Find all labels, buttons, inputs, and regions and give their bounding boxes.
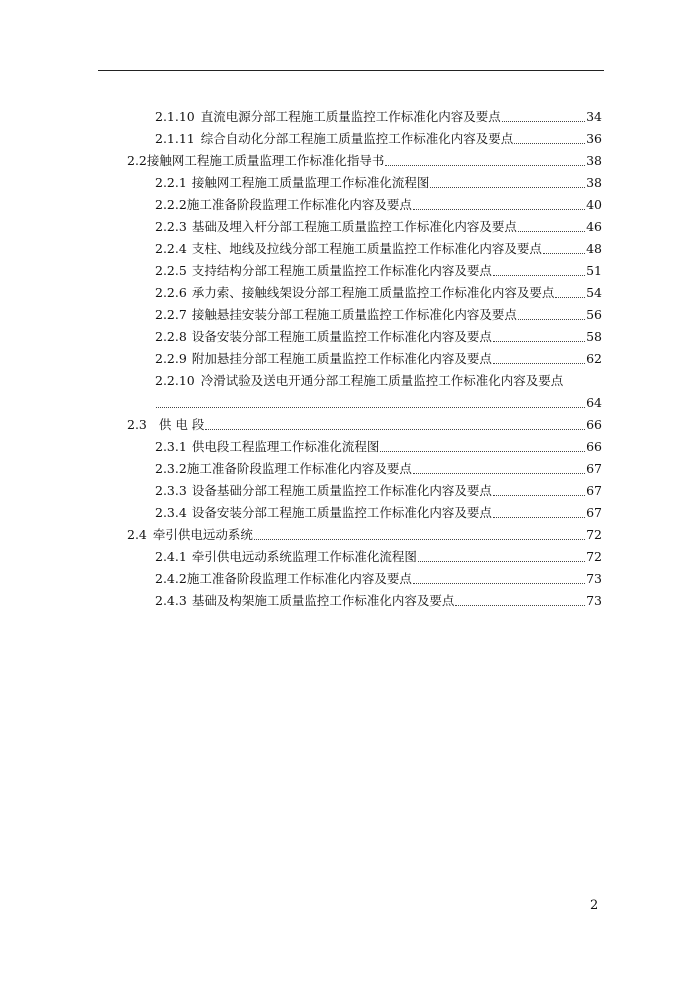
toc-entry-page: 51 (586, 263, 602, 278)
toc-entry-number: 2.4.2 (155, 571, 187, 586)
dot-leader (493, 494, 585, 496)
toc-entry-title: 施工准备阶段监理工作标准化内容及要点 (186, 197, 412, 212)
toc-entry-page: 62 (586, 351, 602, 366)
dot-leader (418, 560, 585, 562)
toc-entry-page: 64 (586, 395, 602, 410)
toc-entry-page: 46 (586, 219, 602, 234)
toc-entry-title: 牵引供电远动系统 (152, 527, 253, 542)
toc-entry[interactable] (127, 524, 602, 546)
dot-leader (430, 186, 585, 188)
toc-entry-page: 72 (586, 549, 602, 564)
toc-entry-number: 2.2.3 (155, 219, 187, 234)
toc-entry-page: 36 (586, 131, 602, 146)
toc-entry[interactable] (155, 238, 602, 260)
dot-leader (518, 318, 585, 320)
toc-entry-number: 2.2.1 (155, 175, 187, 190)
toc-entry-page: 40 (586, 197, 602, 212)
toc-entry-number: 2.4 (127, 527, 147, 542)
toc-entry-continuation[interactable] (155, 392, 602, 414)
toc-entry-title: 附加悬挂分部工程施工质量监控工作标准化内容及要点 (191, 351, 492, 366)
toc-entry[interactable] (155, 546, 602, 568)
dot-leader (413, 208, 585, 210)
dot-leader (254, 538, 585, 540)
toc-entry-title: 接触悬挂安装分部工程施工质量监控工作标准化内容及要点 (191, 307, 517, 322)
toc-entry-page: 73 (586, 593, 602, 608)
toc-entry-number: 2.2.2 (155, 197, 187, 212)
toc-entry-title: 冷滑试验及送电开通分部工程施工质量监控工作标准化内容及要点 (200, 373, 564, 388)
toc-entry-number: 2.1.10 (155, 109, 195, 124)
toc-entry-page: 38 (586, 175, 602, 190)
toc-entry-number: 2.3.1 (155, 439, 187, 454)
toc-entry-wrapped[interactable] (155, 370, 602, 392)
toc-entry[interactable] (155, 304, 602, 326)
toc-entry-title: 综合自动化分部工程施工质量监控工作标准化内容及要点 (200, 131, 514, 146)
toc-entry[interactable] (155, 502, 602, 524)
toc-entry-number: 2.2.7 (155, 307, 187, 322)
dot-leader (493, 362, 585, 364)
toc-entry-title: 接触网工程施工质量监理工作标准化指导书 (146, 153, 385, 168)
toc-entry-number: 2.3 (127, 417, 147, 432)
dot-leader (493, 516, 585, 518)
toc-entry-number: 2.2.8 (155, 329, 187, 344)
toc-entry-page: 48 (586, 241, 602, 256)
toc-entry[interactable] (155, 436, 602, 458)
toc-entry[interactable] (155, 128, 602, 150)
dot-leader (518, 230, 585, 232)
toc-entry-title: 设备安装分部工程施工质量监控工作标准化内容及要点 (191, 329, 492, 344)
toc-entry-page: 38 (586, 153, 602, 168)
toc-entry-page: 34 (586, 109, 602, 124)
toc-entry-title: 支持结构分部工程施工质量监控工作标准化内容及要点 (191, 263, 492, 278)
toc-entry-title: 基础及埋入杆分部工程施工质量监控工作标准化内容及要点 (191, 219, 517, 234)
dot-leader (514, 142, 585, 144)
toc-entry[interactable] (155, 568, 602, 590)
toc-entry-page: 66 (586, 417, 602, 432)
toc-entry-title: 基础及构架施工质量监控工作标准化内容及要点 (191, 593, 455, 608)
toc-entry-page: 72 (586, 527, 602, 542)
toc-entry[interactable] (155, 194, 602, 216)
toc-entry-page: 66 (586, 439, 602, 454)
toc-entry-number: 2.2 (127, 153, 147, 168)
toc-entry-page: 67 (586, 461, 602, 476)
toc-entry-page: 67 (586, 505, 602, 520)
dot-leader (205, 428, 585, 430)
toc-entry-page: 56 (586, 307, 602, 322)
dot-leader (502, 120, 585, 122)
dot-leader (413, 472, 585, 474)
toc-entry[interactable] (155, 590, 602, 612)
dot-leader (493, 274, 585, 276)
dot-leader (156, 406, 585, 408)
dot-leader (493, 340, 585, 342)
toc-entry-number: 2.2.4 (155, 241, 187, 256)
toc-entry-page: 58 (586, 329, 602, 344)
toc-entry-number: 2.3.4 (155, 505, 187, 520)
toc-entry-number: 2.3.3 (155, 483, 187, 498)
toc-entry-title: 支柱、地线及拉线分部工程施工质量监控工作标准化内容及要点 (191, 241, 542, 256)
toc-entry-title: 牵引供电远动系统监理工作标准化流程图 (191, 549, 417, 564)
toc-entry[interactable] (155, 106, 602, 128)
toc-entry-title: 施工准备阶段监理工作标准化内容及要点 (186, 571, 412, 586)
toc-entry-title: 设备基础分部工程施工质量监控工作标准化内容及要点 (191, 483, 492, 498)
toc-entry-number: 2.4.3 (155, 593, 187, 608)
toc-entry-title: 设备安装分部工程施工质量监控工作标准化内容及要点 (191, 505, 492, 520)
toc-entry-title: 接触网工程施工质量监理工作标准化流程图 (191, 175, 430, 190)
toc-entry[interactable] (155, 282, 602, 304)
toc-entry-page: 73 (586, 571, 602, 586)
page-number: 2 (590, 898, 599, 913)
toc-entry-title: 供 电 段 (158, 417, 205, 432)
toc-entry-number: 2.3.2 (155, 461, 187, 476)
toc-entry-title: 施工准备阶段监理工作标准化内容及要点 (186, 461, 412, 476)
dot-leader (543, 252, 585, 254)
toc-entry-title: 供电段工程监理工作标准化流程图 (191, 439, 380, 454)
toc-entry-number: 2.2.6 (155, 285, 187, 300)
toc-entry-number: 2.1.11 (155, 131, 195, 146)
toc-entry[interactable] (155, 458, 602, 480)
toc-entry-title: 承力索、接触线架设分部工程施工质量监控工作标准化内容及要点 (191, 285, 555, 300)
toc-entry-title: 直流电源分部工程施工质量监控工作标准化内容及要点 (200, 109, 501, 124)
dot-leader (555, 296, 585, 298)
toc-entry[interactable] (127, 414, 602, 436)
dot-leader (385, 164, 585, 166)
dot-leader (455, 604, 585, 606)
toc-entry-page: 54 (586, 285, 602, 300)
toc-entry[interactable] (155, 326, 602, 348)
toc-entry-number: 2.2.9 (155, 351, 187, 366)
toc-entry[interactable] (155, 348, 602, 370)
toc-entry[interactable] (155, 260, 602, 282)
toc-entry-number: 2.2.5 (155, 263, 187, 278)
header-rule (98, 70, 604, 71)
toc-entry[interactable] (155, 480, 602, 502)
toc-entry-number: 2.4.1 (155, 549, 187, 564)
dot-leader (413, 582, 585, 584)
dot-leader (380, 450, 585, 452)
toc-entry[interactable] (155, 216, 602, 238)
toc-entry-number: 2.2.10 (155, 373, 195, 388)
toc-entry[interactable] (127, 150, 602, 172)
toc-entry[interactable] (155, 172, 602, 194)
toc-entry-page: 67 (586, 483, 602, 498)
